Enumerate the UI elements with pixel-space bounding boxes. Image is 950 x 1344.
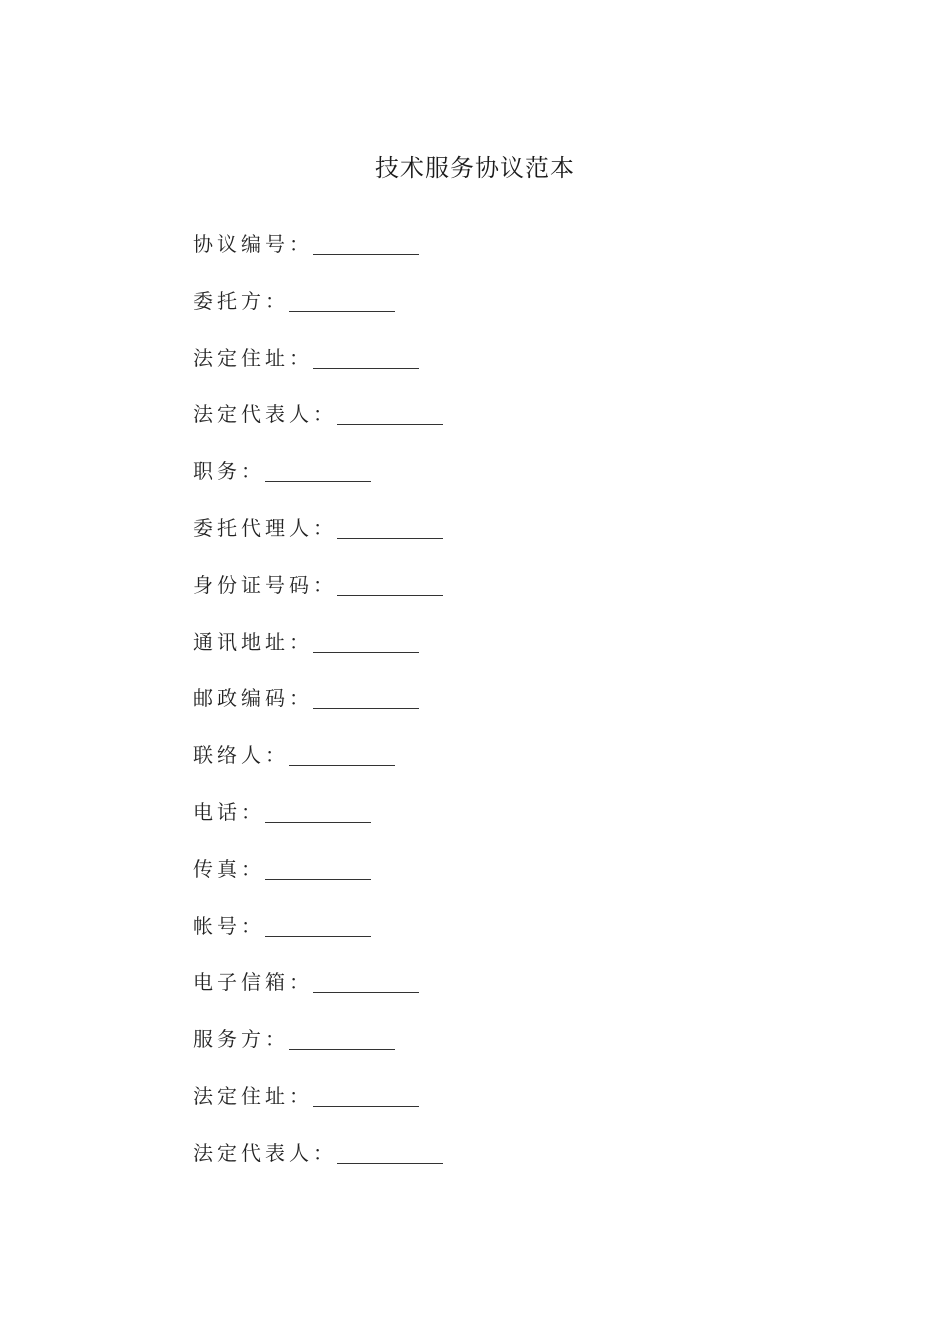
fill-in-blank[interactable] <box>337 510 443 539</box>
field-mailing-address <box>193 624 443 681</box>
fill-in-blank[interactable] <box>313 1078 419 1107</box>
fill-in-blank[interactable] <box>289 1021 395 1050</box>
fill-in-blank[interactable] <box>265 453 371 482</box>
field-service-provider <box>193 1021 443 1078</box>
field-label: 法定代表人： <box>193 402 337 427</box>
field-provider-address <box>193 1078 443 1135</box>
fill-in-blank[interactable] <box>265 908 371 937</box>
field-agreement-number <box>193 226 443 283</box>
field-label: 委托方： <box>193 288 289 313</box>
fill-in-blank[interactable] <box>313 624 419 653</box>
field-client-legal-representative <box>193 396 443 453</box>
fill-in-blank[interactable] <box>265 851 371 880</box>
fill-in-blank[interactable] <box>313 964 419 993</box>
field-label: 服务方： <box>193 1027 289 1052</box>
field-label: 法定住址： <box>193 345 313 370</box>
fill-in-blank[interactable] <box>313 680 419 709</box>
fill-in-blank[interactable] <box>289 283 395 312</box>
field-label: 传真： <box>193 856 265 881</box>
field-label: 法定代表人： <box>193 1140 337 1165</box>
fill-in-blank[interactable] <box>265 794 371 823</box>
fill-in-blank[interactable] <box>337 567 443 596</box>
field-client-address <box>193 340 443 397</box>
field-label: 电子信箱： <box>193 970 313 995</box>
field-label: 职务： <box>193 459 265 484</box>
fill-in-blank[interactable] <box>313 226 419 255</box>
field-contact-person <box>193 737 443 794</box>
field-client <box>193 283 443 340</box>
field-label: 帐号： <box>193 913 265 938</box>
field-account-number <box>193 908 443 965</box>
field-fax <box>193 851 443 908</box>
field-label: 联络人： <box>193 743 289 768</box>
fill-in-blank[interactable] <box>289 737 395 766</box>
field-id-number <box>193 567 443 624</box>
field-postal-code <box>193 680 443 737</box>
field-label: 电话： <box>193 799 265 824</box>
fill-in-blank[interactable] <box>337 396 443 425</box>
field-label: 协议编号： <box>193 232 313 256</box>
document-title: 技术服务协议范本 <box>375 154 575 182</box>
field-provider-legal-representative <box>193 1135 443 1192</box>
field-label: 邮政编码： <box>193 686 313 711</box>
field-authorized-agent <box>193 510 443 567</box>
field-phone <box>193 794 443 851</box>
fill-in-blank[interactable] <box>313 340 419 369</box>
field-label: 法定住址： <box>193 1083 313 1108</box>
field-label: 身份证号码： <box>193 572 337 597</box>
form-fields <box>193 226 443 1192</box>
field-label: 委托代理人： <box>193 515 337 540</box>
field-label: 通讯地址： <box>193 629 313 654</box>
field-position <box>193 453 443 510</box>
fill-in-blank[interactable] <box>337 1135 443 1164</box>
field-email <box>193 964 443 1021</box>
